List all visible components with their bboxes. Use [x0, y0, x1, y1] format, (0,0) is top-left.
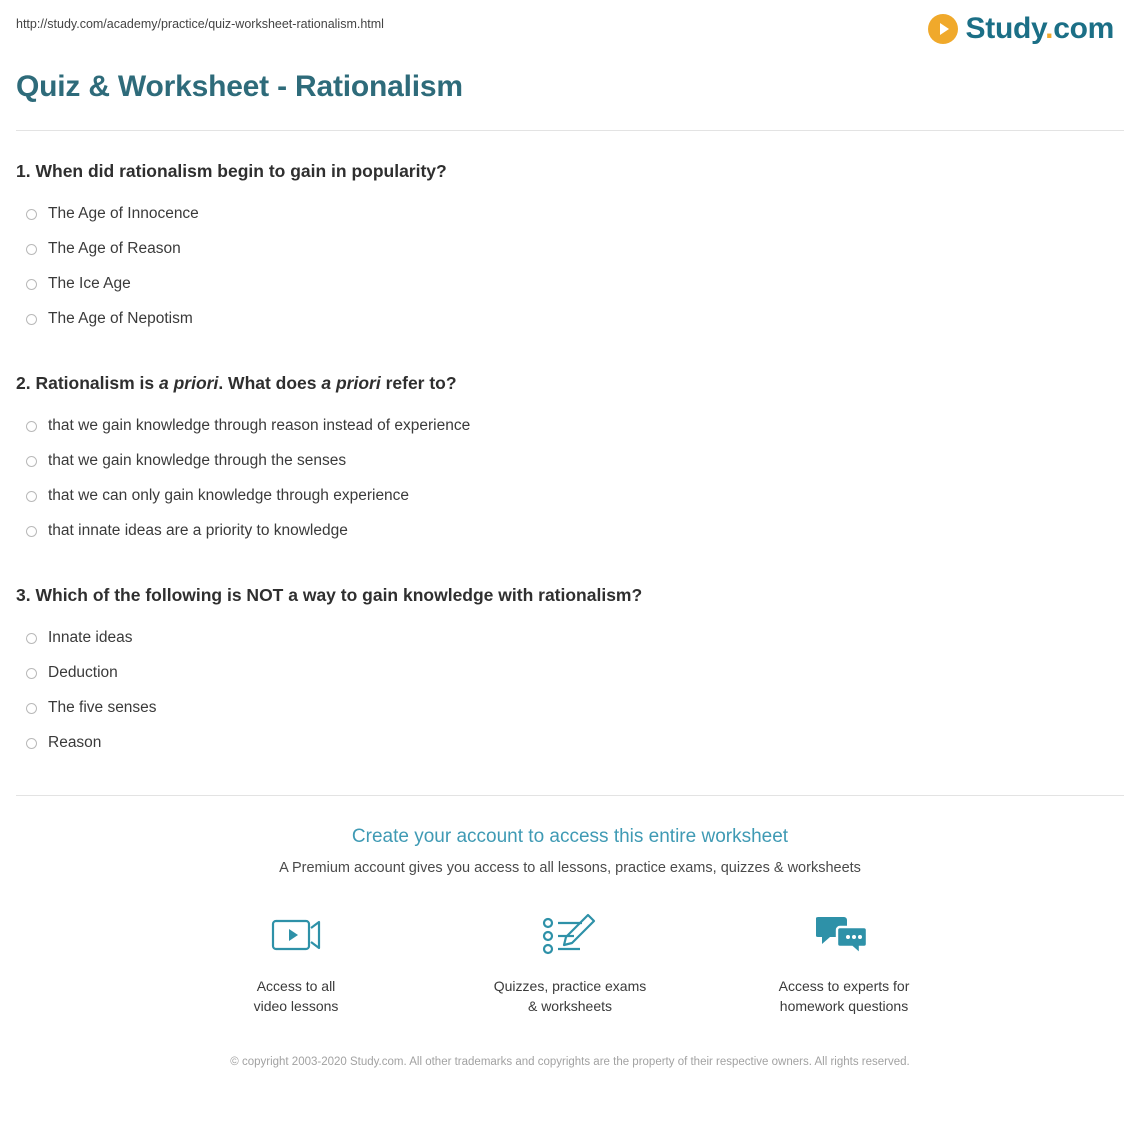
- option-label: The five senses: [48, 699, 157, 716]
- radio-button-icon[interactable]: [26, 244, 37, 255]
- option-row[interactable]: [16, 409, 1124, 444]
- radio-button-icon[interactable]: [26, 456, 37, 467]
- question-3: [16, 583, 1124, 761]
- option-label: that innate ideas are a priority to knowledge: [48, 522, 348, 539]
- option-label: Innate ideas: [48, 629, 133, 646]
- perk-expert-help: [759, 908, 929, 1016]
- radio-button-icon[interactable]: [26, 279, 37, 290]
- logo-tld: com: [1053, 12, 1114, 45]
- video-play-icon: [211, 908, 381, 964]
- question-2-prompt: [16, 371, 1124, 395]
- logo-brand: Study: [965, 12, 1046, 45]
- perk-label: [211, 976, 381, 1016]
- radio-button-icon[interactable]: [26, 668, 37, 679]
- radio-button-icon[interactable]: [26, 633, 37, 644]
- question-3-text: Which of the following is NOT a way to gain knowledge with rationalism?: [35, 585, 643, 605]
- option-row[interactable]: [16, 444, 1124, 479]
- question-1-text: When did rationalism begin to gain in popularity?: [35, 161, 447, 181]
- option-row[interactable]: [16, 267, 1124, 302]
- perk-video-lessons: [211, 908, 381, 1016]
- copyright-notice: © copyright 2003-2020 Study.com. All other trademarks and copyrights are the property of their respective owners. All rights reserved.: [230, 1056, 910, 1068]
- option-label: The Age of Reason: [48, 240, 181, 257]
- promo-subline: A Premium account gives you access to all lessons, practice exams, quizzes & worksheets: [279, 860, 861, 876]
- perk-line-2: homework questions: [779, 998, 909, 1014]
- option-label: The Age of Innocence: [48, 205, 199, 222]
- promo-headline[interactable]: Create your account to access this entire worksheet: [351, 826, 789, 847]
- option-label: The Ice Age: [48, 275, 131, 292]
- radio-button-icon[interactable]: [26, 421, 37, 432]
- perk-line-1: Quizzes, practice exams: [493, 978, 647, 994]
- option-row[interactable]: [16, 197, 1124, 232]
- question-1-number: 1.: [16, 161, 31, 181]
- option-row[interactable]: [16, 302, 1124, 337]
- option-label: that we gain knowledge through reason instead of experience: [48, 417, 471, 434]
- radio-button-icon[interactable]: [26, 491, 37, 502]
- play-circle-icon: [928, 14, 958, 44]
- option-label: Deduction: [48, 664, 118, 681]
- option-row[interactable]: [16, 726, 1124, 761]
- option-label: The Age of Nepotism: [48, 310, 193, 327]
- logo-wordmark: [966, 12, 1114, 46]
- perk-label: [759, 976, 929, 1016]
- option-row[interactable]: [16, 691, 1124, 726]
- option-row[interactable]: [16, 656, 1124, 691]
- question-3-options: [16, 621, 1124, 761]
- chat-bubbles-icon: [759, 908, 929, 964]
- perk-line-2: video lessons: [253, 998, 339, 1014]
- premium-promo: [16, 796, 1124, 1071]
- questions-list: [16, 131, 1124, 761]
- radio-button-icon[interactable]: [26, 314, 37, 325]
- perk-line-1: Access to all: [256, 978, 336, 994]
- page-title: Quiz & Worksheet - Rationalism: [16, 70, 463, 103]
- perk-label: [485, 976, 655, 1016]
- radio-button-icon[interactable]: [26, 526, 37, 537]
- option-label: Reason: [48, 734, 102, 751]
- question-1: [16, 159, 1124, 337]
- option-label: that we gain knowledge through the senses: [48, 452, 347, 469]
- logo-dot: .: [1045, 12, 1054, 45]
- radio-button-icon[interactable]: [26, 703, 37, 714]
- print-header: [16, 0, 1124, 52]
- option-label: that we can only gain knowledge through experience: [48, 487, 410, 504]
- question-3-number: 3.: [16, 585, 31, 605]
- question-1-options: [16, 197, 1124, 337]
- question-2-number: 2.: [16, 373, 31, 393]
- page-url: http://study.com/academy/practice/quiz-worksheet-rationalism.html: [16, 17, 384, 31]
- question-1-prompt: [16, 159, 1124, 183]
- question-2: [16, 371, 1124, 549]
- radio-button-icon[interactable]: [26, 209, 37, 220]
- option-row[interactable]: [16, 514, 1124, 549]
- study-com-logo: [928, 12, 1124, 46]
- radio-button-icon[interactable]: [26, 738, 37, 749]
- quiz-checklist-pencil-icon: [485, 908, 655, 964]
- perk-line-1: Access to experts for: [778, 978, 910, 994]
- option-row[interactable]: [16, 621, 1124, 656]
- option-row[interactable]: [16, 479, 1124, 514]
- option-row[interactable]: [16, 232, 1124, 267]
- perk-line-2: & worksheets: [527, 998, 613, 1014]
- question-2-options: [16, 409, 1124, 549]
- question-3-prompt: [16, 583, 1124, 607]
- perk-quizzes-worksheets: [485, 908, 655, 1016]
- question-2-text: Rationalism is a priori. What does a priori refer to?: [35, 373, 457, 393]
- promo-perks: [16, 908, 1124, 1016]
